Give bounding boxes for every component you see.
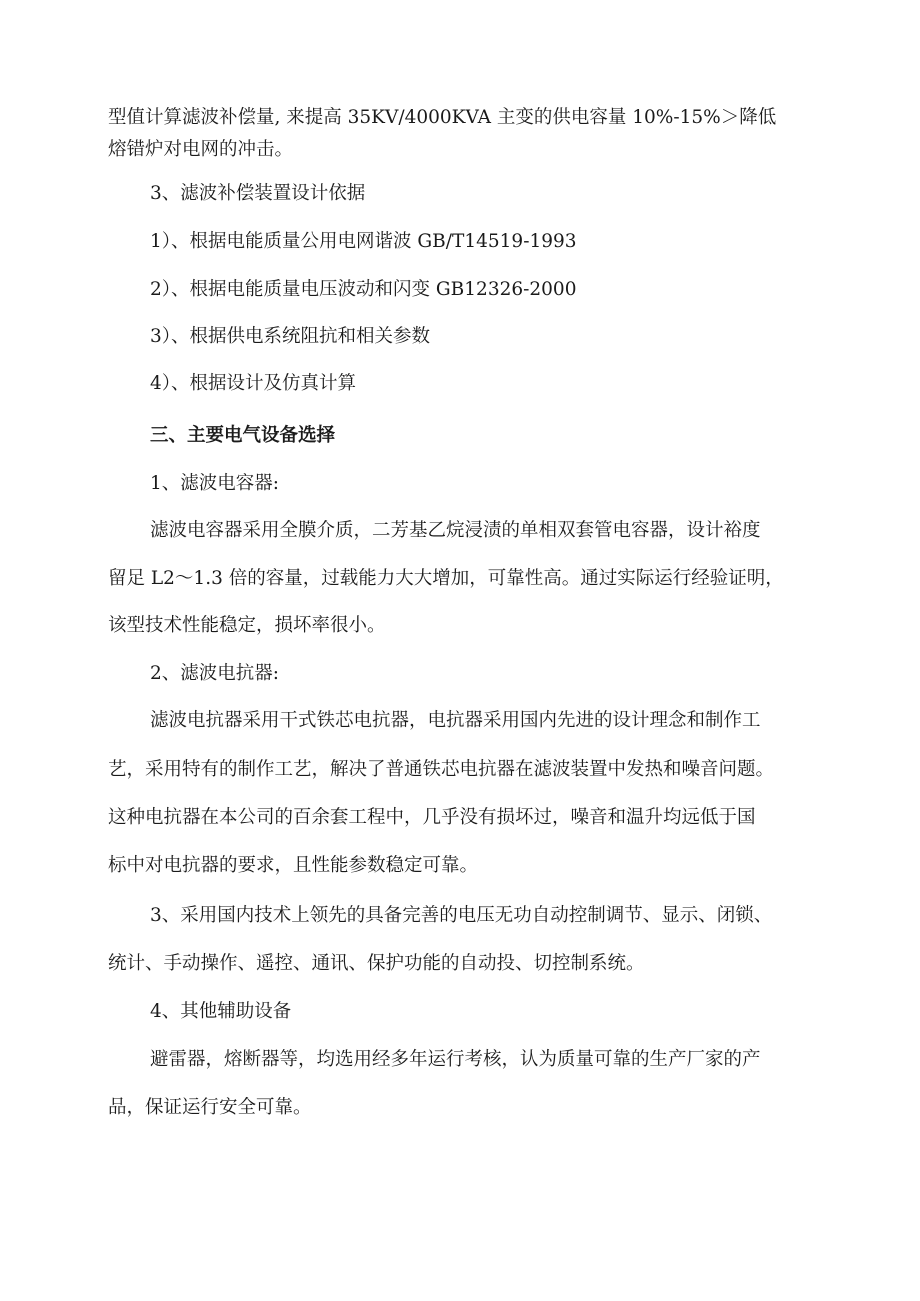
basis-item-1: 1）、根据电能质量公用电网谐波 GB/T14519-1993: [150, 231, 577, 252]
basis-item-3: 3）、根据供电系统阻抗和相关参数: [150, 326, 431, 347]
reactor-heading: 2、滤波电抗器:: [150, 663, 280, 684]
basis-item-4: 4）、根据设计及仿真计算: [150, 373, 357, 394]
design-basis-heading: 3、滤波补偿装置设计依据: [150, 183, 366, 204]
capacitor-para-line-3: 该型技术性能稳定，损坏率很小。: [108, 615, 386, 636]
control-system-line-2: 统计、手动操作、遥控、通讯、保护功能的自动投、切控制系统。: [108, 953, 645, 974]
reactor-para-line-4: 标中对电抗器的要求，且性能参数稳定可靠。: [108, 855, 479, 876]
capacitor-para-line-1: 滤波电容器采用全膜介质，二芳基乙烷浸渍的单相双套管电容器，设计裕度: [150, 520, 761, 541]
reactor-para-line-3: 这种电抗器在本公司的百余套工程中，几乎没有损坏过，噪音和温升均远低于国: [108, 807, 756, 828]
intro-line-1: 型值计算滤波补偿量, 来提高 35KV/4000KVA 主变的供电容量 10%-15%＞降低: [108, 107, 777, 128]
intro-line-2: 熔错炉对电网的冲击。: [108, 139, 294, 160]
auxiliary-heading: 4、其他辅助设备: [150, 1001, 292, 1022]
auxiliary-para-line-1: 避雷器，熔断器等，均选用经多年运行考核，认为质量可靠的生产厂家的产: [150, 1049, 761, 1070]
auxiliary-para-line-2: 品，保证运行安全可靠。: [108, 1097, 312, 1118]
capacitor-para-line-2: 留足 L2～1.3 倍的容量，过载能力大大增加，可靠性高。通过实际运行经验证明，: [108, 568, 784, 589]
control-system-line-1: 3、采用国内技术上领先的具备完善的电压无功自动控制调节、显示、闭锁、: [150, 905, 773, 926]
reactor-para-line-2: 艺，采用特有的制作工艺，解决了普通铁芯电抗器在滤波装置中发热和噪音问题。: [108, 759, 775, 780]
reactor-para-line-1: 滤波电抗器采用干式铁芯电抗器，电抗器采用国内先进的设计理念和制作工: [150, 710, 761, 731]
basis-item-2: 2）、根据电能质量电压波动和闪变 GB12326-2000: [150, 279, 577, 300]
capacitor-heading: 1、滤波电容器:: [150, 473, 280, 494]
section-heading: 三、主要电气设备选择: [150, 425, 336, 446]
